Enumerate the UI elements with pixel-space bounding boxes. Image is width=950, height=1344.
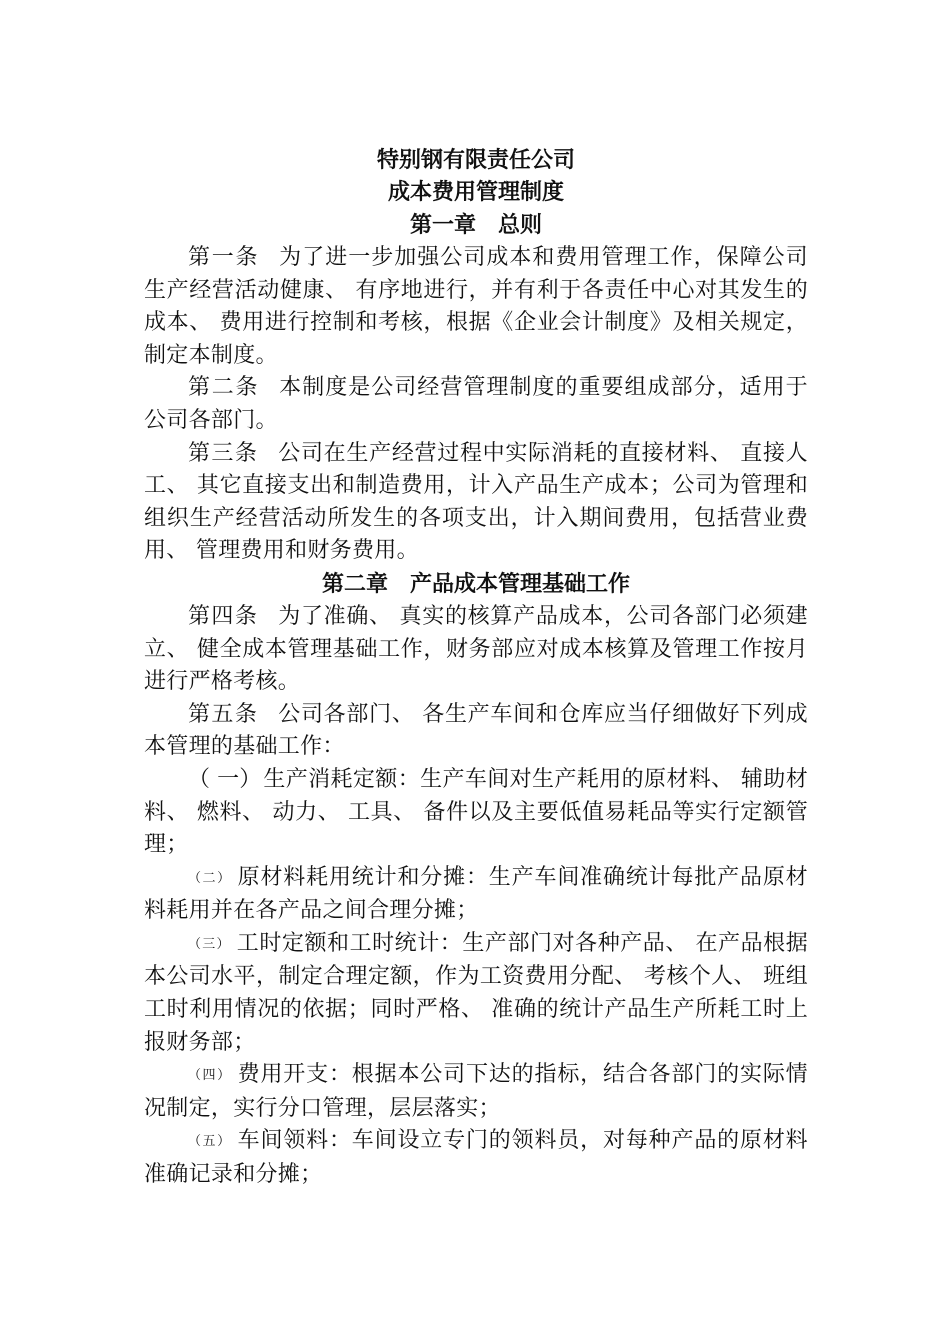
article-1-label: 第一条 [188, 245, 260, 270]
chapter-1-heading: 第一章 总则 [409, 213, 542, 238]
article-5 [144, 699, 808, 764]
article-5-label: 第五条 [188, 701, 259, 727]
article-2-text: 本制度是公司经营管理制度的重要组成部分，适用于公司各部门。 [144, 375, 808, 433]
article-2 [144, 372, 808, 437]
document-title: 成本费用管理制度 [387, 180, 564, 205]
list-item-5-mark: （五） [188, 1134, 232, 1150]
list-item-1-mark: （ 一） [188, 766, 262, 792]
list-item-2 [144, 862, 808, 928]
list-item-5 [144, 1125, 808, 1191]
article-4 [144, 601, 808, 699]
list-item-3 [144, 928, 808, 1059]
document-body [144, 145, 808, 1192]
article-5-text: 公司各部门、 各生产车间和仓库应当仔细做好下列成本管理的基础工作： [144, 701, 808, 760]
list-item-3-text: 工时定额和工时统计：生产部门对各种产品、 在产品根据本公司水平，制定合理定额，作为工资费用分配、 考核个人、 班组工时利用情况的依据；同时严格、 准确的统计产品生产所耗工时上报财务部； [144, 930, 808, 1055]
article-4-text: 为了准确、 真实的核算产品成本，公司各部门必须建立、 健全成本管理基础工作，财务部应对成本核算及管理工作按月进行严格考核。 [144, 603, 808, 695]
list-item-4 [144, 1059, 808, 1125]
list-item-4-text: 费用开支：根据本公司下达的指标，结合各部门的实际情况制定，实行分口管理，层层落实； [144, 1062, 808, 1121]
company-title: 特别钢有限责任公司 [376, 148, 575, 173]
list-item-2-mark: （二） [188, 870, 232, 886]
article-3-text: 公司在生产经营过程中实际消耗的直接材料、 直接人工、 其它直接支出和制造费用，计入产品生产成本；公司为管理和组织生产经营活动所发生的各项支出，计入期间费用，包括营业费用、 管理费用和财务费用。 [144, 440, 808, 564]
article-1 [144, 242, 808, 372]
article-2-label: 第二条 [188, 375, 260, 401]
list-item-5-text: 车间领料：车间设立专门的领料员，对每种产品的原材料准确记录和分摊； [144, 1128, 808, 1188]
list-item-1-text: 生产消耗定额：生产车间对生产耗用的原材料、 辅助材料、 燃料、 动力、 工具、 备件以及主要低值易耗品等实行定额管理； [144, 766, 808, 858]
article-3-label: 第三条 [188, 440, 259, 466]
list-item-3-mark: （三） [188, 936, 231, 952]
list-item-4-mark: （四） [188, 1068, 232, 1084]
article-4-label: 第四条 [188, 603, 259, 629]
list-item-2-text: 原材料耗用统计和分摊：生产车间准确统计每批产品原材料耗用并在各产品之间合理分摊； [144, 864, 808, 924]
chapter-2-heading: 第二章 产品成本管理基础工作 [321, 571, 630, 597]
article-3 [144, 438, 808, 568]
article-1-text: 为了进一步加强公司成本和费用管理工作，保障公司生产经营活动健康、 有序地进行，并有利于各责任中心对其发生的成本、 费用进行控制和考核，根据《企业会计制度》及相关规定，制定本制度。 [144, 245, 808, 368]
list-item-1 [144, 764, 808, 862]
